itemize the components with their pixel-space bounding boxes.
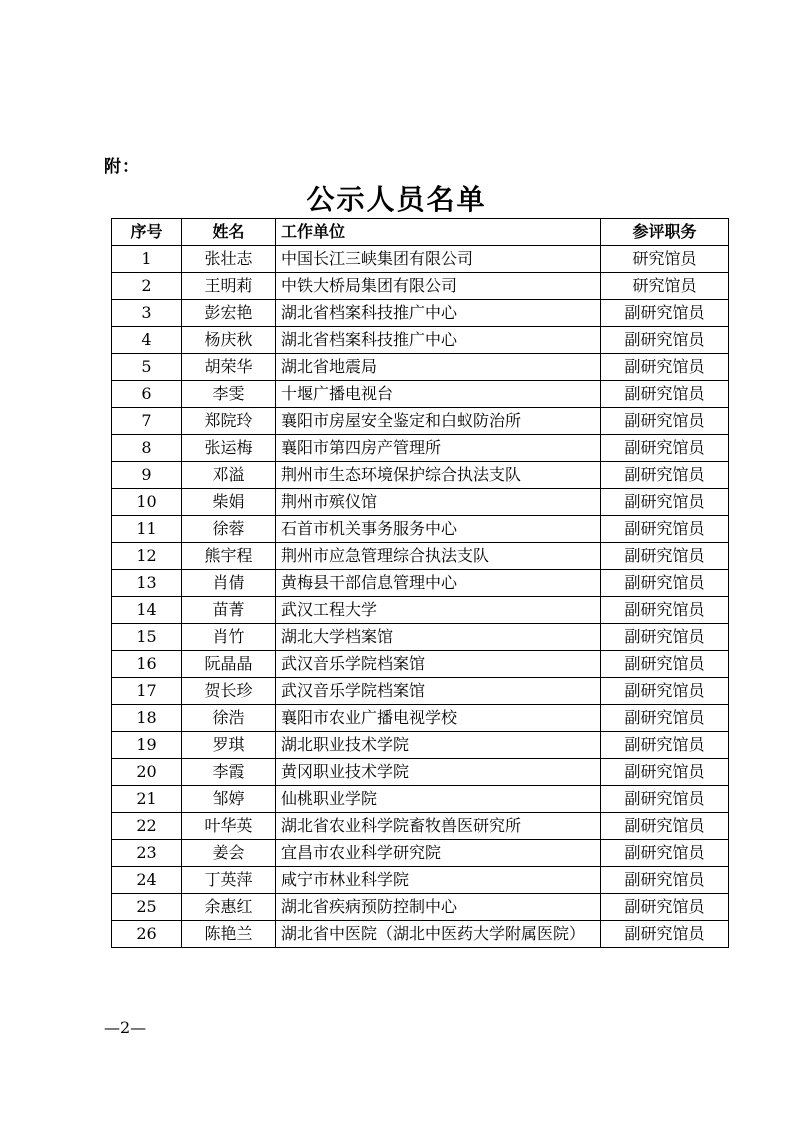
table-row [112, 327, 729, 354]
cell-position: 副研究馆员 [601, 867, 729, 894]
table-row [112, 462, 729, 489]
cell-no: 6 [112, 381, 182, 408]
cell-unit: 咸宁市林业科学院 [276, 867, 601, 894]
cell-unit: 宜昌市农业科学研究院 [276, 840, 601, 867]
table-row [112, 786, 729, 813]
table-row [112, 678, 729, 705]
cell-position: 研究馆员 [601, 246, 729, 273]
appendix-label: 附： [104, 157, 140, 177]
cell-position: 副研究馆员 [601, 813, 729, 840]
cell-position: 副研究馆员 [601, 489, 729, 516]
cell-no: 16 [112, 651, 182, 678]
cell-name: 张运梅 [182, 435, 276, 462]
table-row [112, 354, 729, 381]
cell-no: 8 [112, 435, 182, 462]
page-number: —2— [104, 1018, 147, 1037]
cell-no: 24 [112, 867, 182, 894]
cell-unit: 中国长江三峡集团有限公司 [276, 246, 601, 273]
cell-name: 王明莉 [182, 273, 276, 300]
cell-position: 副研究馆员 [601, 327, 729, 354]
header-unit: 工作单位 [276, 219, 601, 246]
cell-no: 11 [112, 516, 182, 543]
cell-position: 副研究馆员 [601, 624, 729, 651]
cell-position: 副研究馆员 [601, 300, 729, 327]
cell-no: 18 [112, 705, 182, 732]
table-row [112, 921, 729, 948]
table-row [112, 246, 729, 273]
cell-unit: 武汉音乐学院档案馆 [276, 678, 601, 705]
cell-unit: 荆州市殡仪馆 [276, 489, 601, 516]
cell-name: 陈艳兰 [182, 921, 276, 948]
cell-position: 副研究馆员 [601, 705, 729, 732]
cell-unit: 湖北大学档案馆 [276, 624, 601, 651]
cell-no: 26 [112, 921, 182, 948]
cell-name: 肖竹 [182, 624, 276, 651]
cell-unit: 湖北省档案科技推广中心 [276, 300, 601, 327]
cell-position: 副研究馆员 [601, 732, 729, 759]
table-row [112, 273, 729, 300]
table-row [112, 624, 729, 651]
cell-name: 彭宏艳 [182, 300, 276, 327]
cell-no: 5 [112, 354, 182, 381]
cell-unit: 仙桃职业学院 [276, 786, 601, 813]
cell-name: 徐浩 [182, 705, 276, 732]
cell-no: 22 [112, 813, 182, 840]
cell-position: 副研究馆员 [601, 516, 729, 543]
cell-no: 19 [112, 732, 182, 759]
cell-name: 肖倩 [182, 570, 276, 597]
cell-name: 姜会 [182, 840, 276, 867]
header-no: 序号 [112, 219, 182, 246]
document-title: 公示人员名单 [306, 183, 487, 216]
cell-name: 张壮志 [182, 246, 276, 273]
cell-unit: 黄梅县干部信息管理中心 [276, 570, 601, 597]
table-row [112, 651, 729, 678]
cell-name: 苗菁 [182, 597, 276, 624]
cell-position: 副研究馆员 [601, 597, 729, 624]
table-row [112, 381, 729, 408]
cell-position: 副研究馆员 [601, 651, 729, 678]
cell-name: 罗琪 [182, 732, 276, 759]
cell-unit: 湖北省地震局 [276, 354, 601, 381]
cell-unit: 荆州市生态环境保护综合执法支队 [276, 462, 601, 489]
cell-position: 副研究馆员 [601, 543, 729, 570]
cell-unit: 湖北省疾病预防控制中心 [276, 894, 601, 921]
table-row [112, 867, 729, 894]
table-row [112, 489, 729, 516]
cell-no: 3 [112, 300, 182, 327]
cell-position: 副研究馆员 [601, 570, 729, 597]
cell-unit: 湖北省中医院（湖北中医药大学附属医院） [276, 921, 601, 948]
cell-name: 邓溢 [182, 462, 276, 489]
cell-position: 副研究馆员 [601, 678, 729, 705]
header-position: 参评职务 [601, 219, 729, 246]
cell-name: 熊宇程 [182, 543, 276, 570]
cell-no: 25 [112, 894, 182, 921]
cell-no: 4 [112, 327, 182, 354]
table-row [112, 732, 729, 759]
cell-position: 副研究馆员 [601, 921, 729, 948]
cell-unit: 黄冈职业技术学院 [276, 759, 601, 786]
cell-unit: 武汉工程大学 [276, 597, 601, 624]
cell-position: 副研究馆员 [601, 408, 729, 435]
cell-unit: 湖北职业技术学院 [276, 732, 601, 759]
cell-position: 副研究馆员 [601, 786, 729, 813]
header-name: 姓名 [182, 219, 276, 246]
cell-position: 副研究馆员 [601, 894, 729, 921]
cell-name: 郑院玲 [182, 408, 276, 435]
table-row [112, 894, 729, 921]
cell-unit: 襄阳市房屋安全鉴定和白蚁防治所 [276, 408, 601, 435]
cell-name: 丁英萍 [182, 867, 276, 894]
table-row [112, 435, 729, 462]
cell-unit: 中铁大桥局集团有限公司 [276, 273, 601, 300]
cell-unit: 石首市机关事务服务中心 [276, 516, 601, 543]
table-row [112, 570, 729, 597]
cell-name: 阮晶晶 [182, 651, 276, 678]
cell-no: 10 [112, 489, 182, 516]
cell-no: 13 [112, 570, 182, 597]
cell-position: 副研究馆员 [601, 462, 729, 489]
cell-name: 杨庆秋 [182, 327, 276, 354]
cell-position: 研究馆员 [601, 273, 729, 300]
cell-name: 贺长珍 [182, 678, 276, 705]
cell-no: 12 [112, 543, 182, 570]
cell-position: 副研究馆员 [601, 759, 729, 786]
cell-no: 15 [112, 624, 182, 651]
table-row [112, 516, 729, 543]
cell-unit: 湖北省档案科技推广中心 [276, 327, 601, 354]
cell-name: 李雯 [182, 381, 276, 408]
table-body [112, 246, 729, 948]
cell-no: 21 [112, 786, 182, 813]
cell-unit: 湖北省农业科学院畜牧兽医研究所 [276, 813, 601, 840]
table-row [112, 597, 729, 624]
table-row [112, 705, 729, 732]
cell-unit: 十堰广播电视台 [276, 381, 601, 408]
cell-position: 副研究馆员 [601, 435, 729, 462]
table-row [112, 300, 729, 327]
table-header [112, 219, 729, 246]
cell-unit: 武汉音乐学院档案馆 [276, 651, 601, 678]
cell-name: 柴娟 [182, 489, 276, 516]
cell-position: 副研究馆员 [601, 381, 729, 408]
cell-name: 邹婷 [182, 786, 276, 813]
cell-no: 20 [112, 759, 182, 786]
cell-name: 李霞 [182, 759, 276, 786]
table-row [112, 813, 729, 840]
cell-name: 余惠红 [182, 894, 276, 921]
cell-no: 14 [112, 597, 182, 624]
cell-no: 2 [112, 273, 182, 300]
cell-name: 叶华英 [182, 813, 276, 840]
cell-position: 副研究馆员 [601, 840, 729, 867]
cell-no: 23 [112, 840, 182, 867]
cell-unit: 襄阳市农业广播电视学校 [276, 705, 601, 732]
table-row [112, 840, 729, 867]
table-row [112, 759, 729, 786]
cell-position: 副研究馆员 [601, 354, 729, 381]
cell-no: 17 [112, 678, 182, 705]
header-row [112, 219, 729, 246]
cell-unit: 荆州市应急管理综合执法支队 [276, 543, 601, 570]
roster-table [111, 218, 729, 948]
cell-unit: 襄阳市第四房产管理所 [276, 435, 601, 462]
table-row [112, 408, 729, 435]
cell-no: 1 [112, 246, 182, 273]
cell-name: 徐蓉 [182, 516, 276, 543]
cell-no: 9 [112, 462, 182, 489]
cell-no: 7 [112, 408, 182, 435]
table-row [112, 543, 729, 570]
cell-name: 胡荣华 [182, 354, 276, 381]
